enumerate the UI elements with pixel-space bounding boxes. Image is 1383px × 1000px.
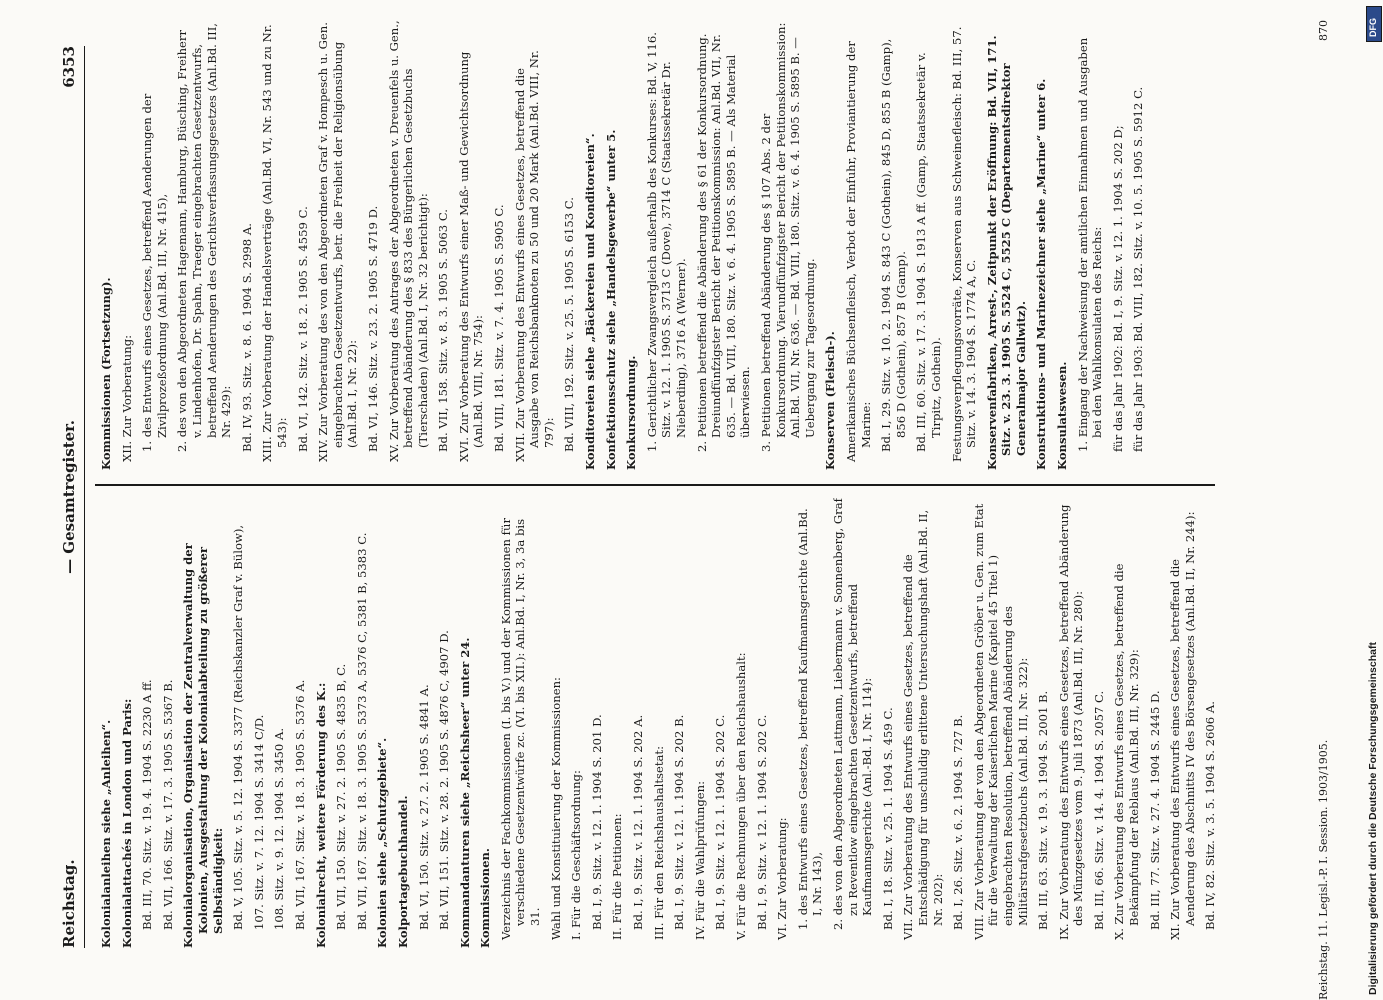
index-entry: X. Zur Vorberatung des Entwurfs eines Gesetzes, betreffend die Bekämpfung der Reblaus (Anl.Bd. III, Nr. 329): bbox=[1112, 563, 1142, 940]
index-entry: Bd. VIII, 192. Sitz. v. 25. 5. 1905 S. 6153 C. bbox=[562, 197, 577, 452]
index-entry: Bd. I, 9. Sitz. v. 12. 1. 1904 S. 202 C. bbox=[754, 714, 769, 930]
index-entry: Bd. VI, 146. Sitz. v. 23. 2. 1905 S. 4719 D. bbox=[365, 205, 380, 452]
left-column bbox=[95, 498, 1255, 948]
footer-left: Reichstag. 11. Legisl.-P. I. Session. 1903/1905. bbox=[1317, 739, 1330, 1000]
index-entry: Konkursordnung. bbox=[624, 355, 639, 470]
index-entry: Bd. III, 63. Sitz. v. 19. 3. 1904 S. 2001 B. bbox=[1036, 690, 1051, 930]
index-entry: Verzeichnis der Fachkommissionen (I. bis V.) und der Kommissionen für verschiedene Gesetzentwürfe zc. (VI. bis XII.): Anl.Bd. I, Nr. 3, 3a bis 31. bbox=[498, 518, 543, 940]
index-entry: Kolonialorganisation, Organisation der Zentralverwaltung der Kolonien, Ausgestaltung der Kolonialabteilung zu größerer Selbständigkeit: bbox=[181, 543, 225, 948]
index-entry: VIII. Zur Vorberatung der von den Abgeordneten Gröber u. Gen. zum Etat für die Verwaltung der Kaiserlichen Marine (Kapitel 45 Titel 1) eingebrachten Resolution, betreffend Abänderung des Militärstrafgesetzbuchs (Anl.Bd. III, Nr. 322): bbox=[971, 503, 1030, 940]
index-entry: XVII. Zur Vorberatung des Entwurfs eines Gesetzes, betreffend die Ausgabe von Reichsbanknoten zu 50 und 20 Mark (Anl.Bd. VIII, Nr. 797): bbox=[512, 50, 556, 462]
index-entry: V. Für die Rechnungen über den Reichshaushalt: bbox=[734, 652, 748, 940]
digitization-credit bbox=[1365, 0, 1383, 1000]
index-entry: Bd. I, 9. Sitz. v. 12. 1. 1904 S. 201 D. bbox=[589, 714, 604, 930]
index-entry: III. Für den Reichshaushaltsetat: bbox=[651, 746, 666, 940]
index-entry: 107. Sitz. v. 7. 12. 1904 S. 3414 C/D. bbox=[251, 714, 266, 930]
index-entry: Konserven (Fleisch-). bbox=[823, 331, 838, 470]
index-entry: Bd. VII, 167. Sitz. v. 18. 3. 1905 S. 5376 A. bbox=[292, 679, 307, 930]
index-entry: Bd. I, 26. Sitz. v. 6. 2. 1904 S. 727 B. bbox=[951, 714, 966, 930]
index-entry: Bd. VIII, 181. Sitz. v. 7. 4. 1905 S. 5905 C. bbox=[492, 204, 507, 452]
index-entry: IX. Zur Vorberatung des Entwurfs eines Gesetzes, betreffend Abänderung des Münzgesetzes vom 9. Juli 1873 (Anl.Bd. III, Nr. 280): bbox=[1056, 504, 1086, 940]
index-entry: Wahl und Konstituierung der Kommissionen: bbox=[548, 677, 563, 940]
header-left: Reichstag. bbox=[60, 859, 78, 948]
index-entry: Bd. VI, 150. Sitz. v. 27. 2. 1905 S. 4841 A. bbox=[416, 684, 431, 930]
index-entry: Konditoreien siehe „Bäckereien und Konditoreien“. bbox=[583, 133, 598, 470]
index-entry: für das Jahr 1903: Bd. VIII, 182. Sitz. v. 10. 5. 1905 S. 5912 C. bbox=[1131, 86, 1146, 452]
index-entry: Kolonialattachés in London und Paris: bbox=[119, 698, 134, 948]
index-entry: XVI. Zur Vorberatung des Entwurfs einer Maß- und Gewichtsordnung (Anl.Bd. VIII, Nr. 754): bbox=[456, 51, 486, 462]
index-entry: Bd. III, 60. Sitz. v. 17. 3. 1904 S. 1913 A ff. (Gamp, Staatssekretär v. Tirpitz, Gothein). bbox=[914, 52, 943, 452]
index-entry: Bd. V, 105. Sitz. v. 5. 12. 1904 S. 3377 (Reichskanzler Graf v. Bülow), bbox=[231, 524, 246, 930]
credit-text: Digitalisierung gefördert durch die Deutsche Forschungsgemeinschaft bbox=[1367, 642, 1379, 995]
index-entry: Bd. VII, 150. Sitz. v. 27. 2. 1905 S. 4835 B, C. bbox=[334, 663, 349, 930]
index-entry: XII. Zur Vorberatung: bbox=[119, 334, 134, 462]
index-entry: Kommissionen (Fortsetzung). bbox=[99, 277, 113, 470]
index-entry: 1. des Entwurfs eines Gesetzes, betreffend Kaufmannsgerichte (Anl.Bd. I, Nr. 143), bbox=[795, 508, 825, 930]
index-entry: I. Für die Geschäftsordnung: bbox=[569, 770, 584, 940]
index-entry: Konstruktions- und Marinezeichner siehe „Marine“ unter 6. bbox=[1034, 78, 1049, 470]
index-entry: XIII. Zur Vorberatung der Handelsverträge (Anl.Bd. VI, Nr. 543 und zu Nr. 543): bbox=[260, 24, 289, 462]
index-entry: Bd. VII, 151. Sitz. v. 28. 2. 1905 S. 4876 C, 4907 D. bbox=[437, 630, 452, 930]
index-entry: Bd. IV, 82. Sitz. v. 3. 5. 1904 S. 2606 A. bbox=[1203, 701, 1218, 930]
index-entry: 1. Eingang der Nachweisung der amtlichen Einnahmen und Ausgaben bei den Wahlkonsulaten des Reichs: bbox=[1075, 37, 1105, 452]
index-entry: Bd. VII, 167. Sitz. v. 18. 3. 1905 S. 5373 A, 5376 C, 5381 B, 5383 C. bbox=[354, 532, 369, 930]
index-entry: Bd. III, 77. Sitz. v. 27. 4. 1904 S. 2445 D. bbox=[1147, 690, 1162, 930]
index-entry: Kolonialrecht, weitere Förderung des K.: bbox=[313, 682, 328, 948]
index-entry: Bd. VII, 158. Sitz. v. 8. 3. 1905 S. 5063 C. bbox=[436, 209, 451, 452]
index-entry: Kolonialanleihen siehe „Anleihen“. bbox=[99, 719, 113, 948]
index-entry: Bd. I, 9. Sitz. v. 12. 1. 1904 S. 202 C. bbox=[713, 714, 728, 930]
index-entry: Kolonien siehe „Schutzgebiete“. bbox=[375, 737, 390, 948]
index-entry: Bd. I, 9. Sitz. v. 12. 1. 1904 S. 202 B. bbox=[672, 714, 687, 930]
index-entry: VI. Zur Vorberatung: bbox=[775, 817, 790, 940]
page-header bbox=[58, 46, 85, 948]
index-entry: XV. Zur Vorberatung des Antrages der Abgeordneten v. Dreuenfels u. Gen., betreffend Abänderung des § 833 des Bürgerlichen Gesetzbuchs (Tierschaden) (Anl.Bd. I, Nr. 32 berichtigt): bbox=[386, 20, 430, 462]
index-entry: Bd. VI, 142. Sitz. v. 18. 2. 1905 S. 4559 C. bbox=[295, 206, 310, 452]
header-center: — Gesamtregister. bbox=[60, 420, 78, 574]
index-entry: 3. Petitionen betreffend Abänderung des § 107 Abs. 2 der Konkursordnung. Vierundfünfzigster Bericht der Petitionskommission: Anl.Bd. VII, Nr. 636. — Bd. VIII, 180. Sitz. v. 6. 4. 1905 S. 5895 B. — Uebergang zur Tagesordnung. bbox=[758, 22, 817, 452]
index-entry: Kommissionen. bbox=[478, 848, 493, 948]
index-entry: 1. des Entwurfs eines Gesetzes, betreffend Aenderungen der Zivilprozeßordnung (Anl.Bd. III, Nr. 415), bbox=[140, 93, 169, 452]
index-entry: 2. des von den Abgeordneten Lattmann, Liebermann v. Sonnenberg, Graf zu Reventlow eingebrachten Gesetzentwurfs, betreffend Kaufmannsgerichte (Anl.-Bd. I, Nr. 114): bbox=[830, 498, 875, 930]
index-entry: 2. des von den Abgeordneten Hagemann, Hamburg, Büsching, Freiherr v. Lindenhofen, Dr. Spahn, Traeger eingebrachten Gesetzentwurfs, betreffend Aenderungen des Gerichtsverfassungsgesetzes (Anl.Bd. III, Nr. 429): bbox=[175, 23, 234, 452]
dfg-logo-text: DFG bbox=[1368, 18, 1378, 37]
index-entry: Festungsverpflegungsvorräte, Konserven aus Schweinefleisch: Bd. III, 57. Sitz. v. 14. 3. 1904 S. 1774 A, C. bbox=[949, 26, 979, 462]
index-entry: 1. Gerichtlicher Zwangsvergleich außerhalb des Konkurses: Bd. V, 116. Sitz. v. 12. 1. 1905 S. 3713 C (Dove), 3714 C (Staatssekretär Dr. Nieberding), 3716 A (Werner). bbox=[644, 32, 688, 452]
two-column-body bbox=[95, 20, 1255, 948]
index-entry: II. Für die Petitionen: bbox=[610, 813, 625, 940]
index-entry: Bd. VII, 166. Sitz. v. 17. 3. 1905 S. 5367 B. bbox=[160, 679, 175, 930]
index-entry: Konfektionsschutz siehe „Handelsgewerbe“ unter 5. bbox=[603, 129, 618, 470]
footer-sheet-number: 870 bbox=[1317, 20, 1330, 41]
index-entry: Bd. III, 70. Sitz. v. 19. 4. 1904 S. 2230 A ff. bbox=[140, 679, 155, 930]
index-entry: Kommandanturen siehe „Reichsheer“ unter 24. bbox=[457, 637, 472, 948]
index-entry: VII. Zur Vorberatung des Entwurfs eines Gesetzes, betreffend die Entschädigung für unschuldig erlittene Untersuchungshaft (Anl.Bd. II, Nr. 202): bbox=[901, 509, 945, 940]
index-entry: IV. Für die Wahlprüfungen: bbox=[692, 780, 707, 940]
column-divider bbox=[95, 485, 1215, 487]
index-entry: Kolportagebuchhandel. bbox=[395, 795, 410, 948]
index-entry: Bd. IV, 93. Sitz. v. 8. 6. 1904 S. 2998 A. bbox=[239, 223, 254, 452]
index-entry: Bd. I, 9. Sitz. v. 12. 1. 1904 S. 202 A. bbox=[631, 714, 646, 930]
index-entry: Bd. I, 18. Sitz. v. 25. 1. 1904 S. 459 C. bbox=[880, 707, 895, 930]
index-entry: Bd. III, 66. Sitz. v. 14. 4. 1904 S. 2057 C. bbox=[1091, 690, 1106, 930]
index-entry: XIV. Zur Vorberatung des von den Abgeordneten Graf v. Hompesch u. Gen. eingebrachten Gesetzentwurfs, betr. die Freiheit der Religionsübung (Anl.Bd. I, Nr. 22): bbox=[316, 22, 360, 462]
index-entry: Konsulatswesen. bbox=[1055, 361, 1070, 470]
page-number: 6353 bbox=[60, 46, 78, 88]
index-entry: Amerikanisches Büchsenfleisch, Verbot der Einfuhr, Proviantierung der Marine: bbox=[843, 41, 873, 462]
index-entry: 2. Petitionen betreffend die Abänderung des § 61 der Konkursordnung. Dreiundfünfzigster Bericht der Petitionskommission: Anl.Bd. VII, Nr. 635. — Bd. VIII, 180. Sitz. v. 6. 4. 1905 S. 5895 B. — Als Material überwiesen. bbox=[694, 33, 753, 452]
index-entry: XI. Zur Vorberatung des Entwurfs eines Gesetzes, betreffend die Aenderung des Abschnitts IV des Börsengesetzes (Anl.Bd. II, Nr. 244): bbox=[1168, 511, 1197, 940]
index-entry: Bd. I, 29. Sitz. v. 10. 2. 1904 S. 843 C (Gothein), 845 D, 855 B (Gamp), 856 D (Gothein), 857 B (Gamp). bbox=[879, 38, 908, 452]
index-entry: 108. Sitz. v. 9. 12. 1904 S. 3450 A. bbox=[272, 727, 287, 930]
index-entry: Konservenfabriken, Arrest-, Zeitpunkt der Eröffnung: Bd. VII, 171. Sitz. v. 23. 3. 1905 S. 5524 C, 5525 C (Departementsdirektor Generalmajor Gallwitz). bbox=[984, 35, 1028, 470]
right-column bbox=[95, 20, 1255, 470]
index-entry: für das Jahr 1902: Bd. I, 9. Sitz. v. 12. 1. 1904 S. 202 D; bbox=[1110, 125, 1125, 452]
